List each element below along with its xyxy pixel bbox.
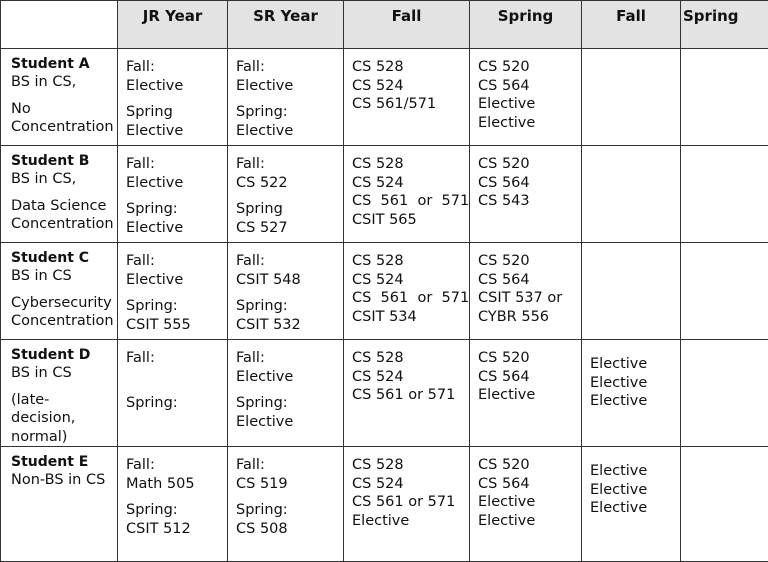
term-label: Fall: [126, 58, 223, 77]
course-entry: CS 543 [478, 192, 577, 211]
term-label: Spring: [126, 297, 223, 316]
term-label: Spring: [126, 501, 223, 520]
term-label: Spring [126, 103, 223, 122]
course-entry: CS 520 [478, 58, 577, 77]
fall-1-cell [344, 243, 470, 340]
table-row [1, 340, 768, 447]
term-course: CSIT 512 [126, 520, 223, 539]
term-course: CSIT 548 [236, 271, 339, 290]
spring-1-cell [470, 447, 582, 562]
student-cell [1, 340, 118, 447]
course-entry: CS 564 [478, 77, 577, 96]
student-cell [1, 49, 118, 146]
term-course: CS 519 [236, 475, 339, 494]
fall-1-cell [344, 340, 470, 447]
term-course: Elective [126, 271, 223, 290]
student-detail: Data Science [11, 197, 113, 216]
course-entry: Elective [590, 355, 676, 374]
term-course: Elective [126, 219, 223, 238]
course-entry: CS 524 [352, 174, 465, 193]
term-course: Elective [236, 122, 339, 141]
course-entry: Elective [590, 374, 676, 393]
course-entry: CS 564 [478, 271, 577, 290]
term-label: Fall: [236, 349, 339, 368]
student-name: Student A [11, 55, 113, 73]
course-entry: CS 561 or 571 [352, 386, 465, 405]
course-entry: Elective [590, 462, 676, 481]
course-entry: CS 528 [352, 58, 465, 77]
course-entry: CS 524 [352, 368, 465, 387]
student-detail: (late-decision, [11, 391, 113, 428]
course-entry: Elective [478, 386, 577, 405]
course-entry: CS 524 [352, 77, 465, 96]
term-course: Elective [126, 122, 223, 141]
term-label: Fall: [126, 252, 223, 271]
sr-year-cell [228, 146, 344, 243]
table-row [1, 447, 768, 562]
table-row [1, 49, 768, 146]
student-cell [1, 146, 118, 243]
student-detail: normal) [11, 428, 113, 447]
course-entry: CS 561 or 571 [352, 192, 465, 211]
student-detail: Non-BS in CS [11, 471, 113, 490]
course-entry: CS 528 [352, 252, 465, 271]
header-corner [1, 1, 118, 49]
course-entry: Elective [478, 493, 577, 512]
jr-year-cell [118, 340, 228, 447]
course-entry: Elective [352, 512, 465, 531]
course-entry: CS 564 [478, 368, 577, 387]
term-course: Elective [126, 174, 223, 193]
term-label: Spring: [236, 394, 339, 413]
sr-year-cell [228, 447, 344, 562]
term-course: Math 505 [126, 475, 223, 494]
course-entry: CSIT 537 or [478, 289, 577, 308]
jr-year-cell [118, 49, 228, 146]
fall-2-cell [582, 146, 681, 243]
student-detail: BS in CS [11, 267, 113, 286]
course-entry: Elective [478, 95, 577, 114]
course-entry: CS 528 [352, 349, 465, 368]
course-entry: CS 520 [478, 155, 577, 174]
header-fall-2: Fall [582, 1, 681, 49]
course-entry: Elective [478, 114, 577, 133]
student-cell [1, 447, 118, 562]
spring-2-cell [681, 447, 768, 562]
course-entry: CS 528 [352, 155, 465, 174]
header-sr-year: SR Year [228, 1, 344, 49]
student-name: Student C [11, 249, 113, 267]
term-course: CS 527 [236, 219, 339, 238]
course-entry: CS 524 [352, 475, 465, 494]
term-label: Spring: [236, 297, 339, 316]
student-name: Student B [11, 152, 113, 170]
fall-2-cell [582, 243, 681, 340]
spring-1-cell [470, 243, 582, 340]
student-detail: Concentration [11, 215, 113, 234]
course-entry: CS 561 or 571 [352, 289, 465, 308]
term-label: Spring: [236, 501, 339, 520]
jr-year-cell [118, 243, 228, 340]
term-course: CS 522 [236, 174, 339, 193]
term-label: Fall: [236, 155, 339, 174]
course-entry: CS 561 or 571 [352, 493, 465, 512]
student-detail: BS in CS, [11, 170, 113, 189]
term-label: Spring: [236, 103, 339, 122]
course-entry: CS 528 [352, 456, 465, 475]
jr-year-cell [118, 447, 228, 562]
spring-2-cell [681, 243, 768, 340]
student-detail: BS in CS, [11, 73, 113, 92]
term-label: Fall: [236, 456, 339, 475]
term-label: Spring [236, 200, 339, 219]
term-course: CSIT 532 [236, 316, 339, 335]
header-spring-1: Spring [470, 1, 582, 49]
spring-2-cell [681, 146, 768, 243]
fall-2-cell [582, 340, 681, 447]
course-entry: CS 520 [478, 349, 577, 368]
jr-year-cell [118, 146, 228, 243]
fall-2-cell [582, 49, 681, 146]
term-label: Fall: [126, 349, 223, 368]
term-course: CS 508 [236, 520, 339, 539]
header-row [1, 1, 768, 49]
term-label: Spring: [126, 200, 223, 219]
student-detail: Cybersecurity [11, 294, 113, 313]
course-entry: CS 524 [352, 271, 465, 290]
header-fall-1: Fall [344, 1, 470, 49]
spring-1-cell [470, 340, 582, 447]
term-label: Fall: [236, 252, 339, 271]
student-detail: Concentration [11, 118, 113, 137]
course-entry: CS 561/571 [352, 95, 465, 114]
fall-1-cell [344, 146, 470, 243]
course-entry: Elective [590, 481, 676, 500]
term-label: Fall: [126, 456, 223, 475]
term-course: Elective [236, 413, 339, 432]
course-entry: CSIT 534 [352, 308, 465, 327]
table-row [1, 146, 768, 243]
course-entry: CYBR 556 [478, 308, 577, 327]
term-label: Spring: [126, 394, 223, 413]
student-name: Student E [11, 453, 113, 471]
spring-2-cell [681, 49, 768, 146]
fall-1-cell [344, 49, 470, 146]
course-entry: Elective [478, 512, 577, 531]
course-entry: CS 520 [478, 252, 577, 271]
course-entry: CSIT 565 [352, 211, 465, 230]
spring-2-cell [681, 340, 768, 447]
student-name: Student D [11, 346, 113, 364]
course-entry: Elective [590, 392, 676, 411]
term-course: CSIT 555 [126, 316, 223, 335]
student-detail: Concentration [11, 312, 113, 331]
header-spring-2: Spring [681, 1, 768, 49]
course-entry: CS 564 [478, 475, 577, 494]
student-cell [1, 243, 118, 340]
table-row [1, 243, 768, 340]
fall-1-cell [344, 447, 470, 562]
sr-year-cell [228, 49, 344, 146]
fall-2-cell [582, 447, 681, 562]
spring-1-cell [470, 49, 582, 146]
course-entry: CS 564 [478, 174, 577, 193]
term-course: Elective [236, 368, 339, 387]
student-detail: BS in CS [11, 364, 113, 383]
spring-1-cell [470, 146, 582, 243]
term-course: Elective [236, 77, 339, 96]
course-entry: Elective [590, 499, 676, 518]
term-label: Fall: [126, 155, 223, 174]
student-detail: No [11, 100, 113, 119]
header-jr-year: JR Year [118, 1, 228, 49]
course-entry: CS 520 [478, 456, 577, 475]
term-label: Fall: [236, 58, 339, 77]
sr-year-cell [228, 340, 344, 447]
sr-year-cell [228, 243, 344, 340]
term-course: Elective [126, 77, 223, 96]
